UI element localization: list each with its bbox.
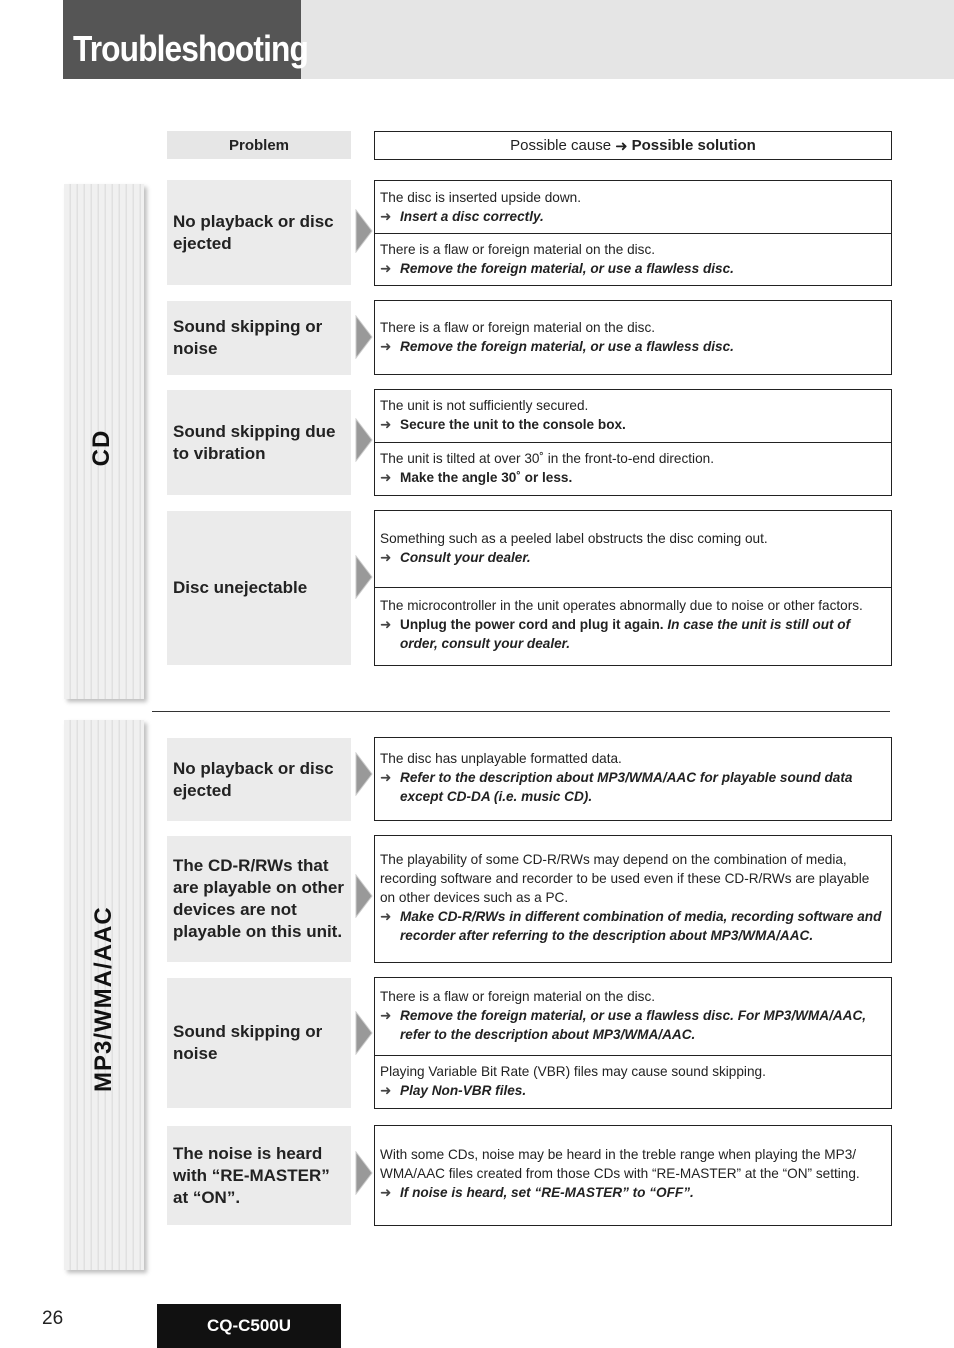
triangle-pointer-icon xyxy=(355,874,373,918)
cause-text: The disc is inserted upside down. xyxy=(380,190,581,205)
solution-box xyxy=(374,737,892,821)
right-arrow-icon: ➜ xyxy=(380,470,392,485)
triangle-pointer-icon xyxy=(355,315,373,359)
problem-text: No playback or disc ejected xyxy=(173,758,334,800)
solution-text: Make the angle 30˚ or less. xyxy=(400,470,573,485)
right-arrow-icon: ➜ xyxy=(380,909,392,924)
cause-text: The unit is tilted at over 30˚ in the front-to-end direction. xyxy=(380,451,714,466)
cause-solution-cell xyxy=(375,587,891,653)
cause-text: The disc has unplayable formatted data. xyxy=(380,751,622,766)
solution-text: Remove the foreign material, or use a flawless disc. xyxy=(400,261,734,276)
problem-text: Disc unejectable xyxy=(173,578,308,597)
solution-box xyxy=(374,835,892,963)
cause-text: With some CDs, noise may be heard in the treble range when playing the MP3/ WMA/AAC files created from those CDs with “RE-MASTER” at the “ON” setting. xyxy=(380,1147,860,1181)
cause-solution-cell xyxy=(375,396,891,434)
problem-text: Sound skipping due to vibration xyxy=(173,421,336,463)
solution-box xyxy=(374,510,892,666)
right-arrow-icon: ➜ xyxy=(380,770,392,785)
right-arrow-icon: ➜ xyxy=(380,617,392,632)
cause-text: There is a flaw or foreign material on the disc. xyxy=(380,320,656,335)
cause-text: Something such as a peeled label obstructs the disc coming out. xyxy=(380,531,768,546)
triangle-pointer-icon xyxy=(355,752,373,796)
right-arrow-icon: ➜ xyxy=(380,209,392,224)
problem-text: Sound skipping or noise xyxy=(173,1022,323,1063)
cause-solution-cell xyxy=(375,1055,891,1100)
right-arrow-icon: ➜ xyxy=(380,1185,392,1200)
triangle-pointer-icon xyxy=(355,555,373,599)
solution-text: Make CD-R/RWs in different combination of media, recording software and recorder after referring to the description about MP3/WMA/AAC. xyxy=(400,909,882,943)
right-arrow-icon: ➜ xyxy=(380,1008,392,1023)
right-arrow-icon: ➜ xyxy=(380,261,392,276)
problem-header: Problem xyxy=(167,131,351,159)
problem-cell xyxy=(167,738,351,821)
right-arrow-icon: ➜ xyxy=(380,1083,392,1098)
cause-text: The microcontroller in the unit operates abnormally due to noise or other factors. xyxy=(380,598,863,613)
cause-solution-cell xyxy=(375,318,891,356)
solution-box xyxy=(374,389,892,496)
cause-text: Playing Variable Bit Rate (VBR) files may cause sound skipping. xyxy=(380,1064,766,1079)
problem-text: The noise is heard with “RE-MASTER” at “ON”. xyxy=(173,1143,330,1207)
solution-text: Insert a disc correctly. xyxy=(400,209,544,224)
cause-text: The playability of some CD-R/RWs may depend on the combination of media, recording software and recorder to be used even if these CD-R/RWs are playable on other devices such as a PC. xyxy=(380,852,870,905)
cause-solution-cell xyxy=(375,188,891,226)
right-arrow-icon: ➜ xyxy=(380,339,392,354)
solution-text: Consult your dealer. xyxy=(400,550,531,565)
triangle-pointer-icon xyxy=(355,1151,373,1195)
solution-text-continued: In case the unit is still out of order, consult your dealer. xyxy=(400,617,851,651)
solution-text: Unplug the power cord and plug it again. xyxy=(400,617,664,632)
solution-box xyxy=(374,1125,892,1226)
problem-cell xyxy=(167,511,351,665)
solution-box xyxy=(374,300,892,375)
mp3-section-tab xyxy=(64,720,144,1270)
problem-cell xyxy=(167,1126,351,1225)
model-badge: CQ-C500U xyxy=(157,1304,341,1348)
cd-section-label: CD xyxy=(88,429,115,467)
right-arrow-icon: ➜ xyxy=(380,417,392,432)
solution-text: Refer to the description about MP3/WMA/AAC for playable sound data except CD-DA (i.e. music CD). xyxy=(400,770,853,804)
solution-header-label: Possible solution xyxy=(631,137,756,154)
problem-cell xyxy=(167,836,351,962)
cause-solution-cell xyxy=(375,1145,891,1202)
mp3-section-label: MP3/WMA/AAC xyxy=(90,906,117,1092)
triangle-pointer-icon xyxy=(355,209,373,253)
solution-box xyxy=(374,180,892,286)
triangle-pointer-icon xyxy=(355,1011,373,1055)
problem-cell xyxy=(167,180,351,285)
cause-text: The unit is not sufficiently secured. xyxy=(380,398,589,413)
cd-section-tab xyxy=(64,184,144,699)
page-title: Troubleshooting xyxy=(73,28,308,69)
problem-text: No playback or disc ejected xyxy=(173,211,334,253)
right-arrow-icon: ➜ xyxy=(615,137,628,155)
triangle-pointer-icon xyxy=(355,418,373,462)
solution-text: Remove the foreign material, or use a flawless disc. For MP3/WMA/AAC, refer to the description about MP3/WMA/AAC. xyxy=(400,1008,867,1042)
page-number: 26 xyxy=(42,1308,64,1329)
cause-text: There is a flaw or foreign material on the disc. xyxy=(380,989,656,1004)
solution-text: If noise is heard, set “RE-MASTER” to “OFF”. xyxy=(400,1185,694,1200)
section-divider xyxy=(152,711,890,712)
problem-cell xyxy=(167,390,351,495)
cause-text: There is a flaw or foreign material on the disc. xyxy=(380,242,656,257)
problem-cell xyxy=(167,978,351,1108)
solution-text: Play Non-VBR files. xyxy=(400,1083,527,1098)
cause-solution-cell xyxy=(375,529,891,567)
cause-header-label: Possible cause xyxy=(510,137,612,154)
cause-solution-cell xyxy=(375,850,891,945)
cause-solution-cell xyxy=(375,749,891,806)
right-arrow-icon: ➜ xyxy=(380,550,392,565)
solution-box xyxy=(374,977,892,1109)
cause-solution-header xyxy=(374,131,892,160)
solution-text: Remove the foreign material, or use a flawless disc. xyxy=(400,339,734,354)
cause-solution-cell xyxy=(375,987,891,1044)
problem-text: Sound skipping or noise xyxy=(173,317,323,358)
solution-text: Secure the unit to the console box. xyxy=(400,417,626,432)
problem-cell xyxy=(167,301,351,375)
cause-solution-cell xyxy=(375,442,891,487)
problem-text: The CD-R/RWs that are playable on other devices are not playable on this unit. xyxy=(173,856,344,941)
cause-solution-cell xyxy=(375,233,891,278)
